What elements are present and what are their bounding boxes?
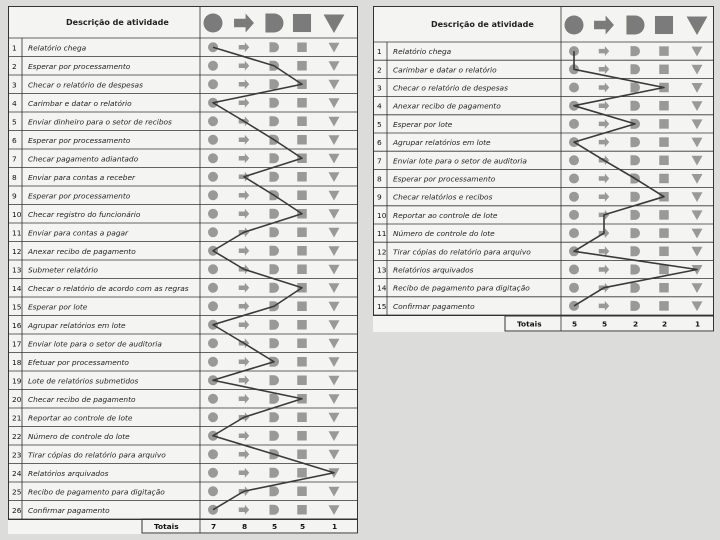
row-number: 9 [12,191,17,201]
row-transport-arrow-icon [239,42,250,52]
row-number: 7 [377,156,382,166]
row-description: Esperar por processamento [28,61,131,71]
row-inspection-square-icon [297,302,307,312]
row-inspection-square-icon [659,46,669,56]
header-transport-arrow-icon [594,16,614,35]
row-description: Confirmar pagamento [28,505,110,515]
row-operation-circle-icon [208,190,218,200]
row-description: Relatório chega [393,47,452,57]
row-storage-triangle-icon [329,505,340,515]
row-inspection-square-icon [659,101,669,111]
row-number: 8 [12,172,17,182]
row-description: Checar relatórios e recibos [393,192,493,202]
row-description: Checar o relatório de despesas [393,83,508,93]
row-storage-triangle-icon [329,376,340,386]
row-delay-d-icon [631,46,641,56]
row-number: 12 [12,246,22,256]
row-delay-d-icon [631,210,641,220]
row-transport-arrow-icon [599,46,610,56]
row-number: 8 [377,174,382,184]
row-number: 4 [12,98,17,108]
row-description: Esperar por processamento [28,135,131,145]
header-storage-triangle-icon [687,16,708,35]
row-delay-d-icon [270,209,280,219]
process-chart-after [373,6,714,332]
total-value: 5 [272,522,278,531]
row-number: 24 [12,468,22,478]
row-inspection-square-icon [297,357,307,367]
row-inspection-square-icon [659,210,669,220]
row-delay-d-icon [270,412,280,422]
row-inspection-square-icon [297,468,307,478]
row-description: Checar o relatório de acordo com as regras [28,283,189,293]
process-chart-before-table [8,6,358,534]
row-number: 6 [12,135,17,145]
row-description: Recibo de pagamento para digitação [393,283,530,293]
row-transport-arrow-icon [239,79,250,89]
row-storage-triangle-icon [692,65,703,75]
process-chart-before [8,6,358,534]
row-inspection-square-icon [297,487,307,497]
row-number: 17 [12,339,22,349]
row-description: Enviar dinheiro para o setor de recibos [28,117,172,127]
total-value: 1 [695,319,701,329]
row-operation-circle-icon [208,116,218,126]
row-description: Enviar lote para o setor de auditoria [28,339,162,349]
row-delay-d-icon [631,192,641,202]
row-inspection-square-icon [297,376,307,386]
row-delay-d-icon [631,246,641,256]
row-storage-triangle-icon [329,265,340,275]
row-description: Anexar recibo de pagamento [28,246,136,256]
row-operation-circle-icon [569,265,579,275]
row-delay-d-icon [270,338,280,348]
row-description: Reportar ao controle de lote [393,210,498,220]
total-value: 5 [300,522,306,531]
row-storage-triangle-icon [329,283,340,293]
row-transport-arrow-icon [239,394,250,404]
row-transport-arrow-icon [599,101,610,111]
row-description: Número de controle do lote [393,229,495,239]
row-description: Agrupar relatórios em lote [393,138,491,148]
row-storage-triangle-icon [692,229,703,239]
row-transport-arrow-icon [239,98,250,108]
row-description: Enviar lote para o setor de auditoria [393,156,527,166]
row-operation-circle-icon [569,192,579,202]
row-operation-circle-icon [208,301,218,311]
row-storage-triangle-icon [329,413,340,423]
row-inspection-square-icon [659,65,669,75]
row-delay-d-icon [270,172,280,182]
row-number: 3 [12,80,17,90]
row-transport-arrow-icon [599,301,610,311]
row-number: 14 [12,283,22,293]
row-transport-arrow-icon [599,64,610,74]
row-delay-d-icon [631,301,641,311]
row-transport-arrow-icon [239,468,250,478]
header-operation-circle-icon [565,16,584,35]
row-description: Agrupar relatórios em lote [28,320,126,330]
row-description: Submeter relatório [28,265,98,275]
row-transport-arrow-icon [599,119,610,129]
row-inspection-square-icon [659,228,669,238]
row-storage-triangle-icon [329,357,340,367]
total-value: 7 [211,522,217,531]
row-number: 13 [377,265,387,275]
row-transport-arrow-icon [239,301,250,311]
row-storage-triangle-icon [692,47,703,57]
row-number: 11 [12,228,22,238]
row-description: Checar registro do funcionário [28,209,141,219]
row-inspection-square-icon [297,228,307,238]
row-delay-d-icon [631,283,641,293]
row-operation-circle-icon [208,394,218,404]
row-delay-d-icon [631,155,641,165]
header-operation-circle-icon [204,14,223,33]
row-delay-d-icon [270,283,280,293]
row-storage-triangle-icon [329,191,340,201]
row-inspection-square-icon [297,431,307,441]
row-description: Esperar por processamento [28,191,131,201]
row-number: 1 [12,43,17,53]
row-operation-circle-icon [569,83,579,93]
row-description: Lote de relatórios submetidos [28,376,139,386]
row-inspection-square-icon [297,43,307,53]
row-delay-d-icon [631,228,641,238]
row-operation-circle-icon [208,153,218,163]
row-inspection-square-icon [297,135,307,145]
row-description: Enviar para contas a pagar [28,228,129,238]
row-storage-triangle-icon [692,174,703,184]
row-number: 18 [12,357,22,367]
row-transport-arrow-icon [239,449,250,459]
row-storage-triangle-icon [692,119,703,129]
row-delay-d-icon [270,264,280,274]
totals-label: Totais [517,319,542,329]
row-inspection-square-icon [297,339,307,349]
row-storage-triangle-icon [329,431,340,441]
row-operation-circle-icon [208,283,218,293]
header-delay-d-icon [626,16,644,35]
row-description: Enviar para contas a receber [28,172,136,182]
row-number: 22 [12,431,22,441]
row-storage-triangle-icon [692,283,703,293]
row-operation-circle-icon [208,79,218,89]
total-value: 8 [242,522,248,531]
row-storage-triangle-icon [692,138,703,148]
row-storage-triangle-icon [692,156,703,166]
header-inspection-square-icon [655,16,673,34]
total-value: 5 [602,319,608,329]
row-description: Carimbar e datar o relatório [28,98,132,108]
row-description: Anexar recibo de pagamento [393,101,501,111]
row-operation-circle-icon [208,227,218,237]
row-operation-circle-icon [569,210,579,220]
row-storage-triangle-icon [329,302,340,312]
row-number: 1 [377,47,382,57]
row-transport-arrow-icon [599,83,610,93]
row-transport-arrow-icon [239,190,250,200]
row-storage-triangle-icon [329,394,340,404]
row-description: Checar recibo de pagamento [28,394,136,404]
total-value: 2 [662,319,668,329]
row-operation-circle-icon [569,174,579,184]
row-transport-arrow-icon [239,246,250,256]
row-inspection-square-icon [659,137,669,147]
row-storage-triangle-icon [329,209,340,219]
row-operation-circle-icon [569,283,579,293]
row-delay-d-icon [270,431,280,441]
row-inspection-square-icon [297,320,307,330]
row-number: 21 [12,413,22,423]
row-operation-circle-icon [208,468,218,478]
row-delay-d-icon [270,153,280,163]
row-storage-triangle-icon [692,301,703,311]
row-delay-d-icon [270,468,280,478]
row-delay-d-icon [270,375,280,385]
row-storage-triangle-icon [692,192,703,202]
row-delay-d-icon [631,64,641,74]
row-storage-triangle-icon [329,80,340,90]
row-inspection-square-icon [297,413,307,423]
row-number: 2 [12,61,17,71]
row-delay-d-icon [631,101,641,111]
row-description: Carimbar e datar o relatório [393,65,497,75]
row-transport-arrow-icon [239,209,250,219]
row-storage-triangle-icon [329,487,340,497]
row-description: Relatórios arquivados [28,468,109,478]
row-number: 5 [377,119,382,129]
row-inspection-square-icon [297,117,307,127]
row-transport-arrow-icon [239,375,250,385]
row-inspection-square-icon [659,174,669,184]
row-transport-arrow-icon [239,61,250,71]
row-number: 19 [12,376,22,386]
row-description: Esperar por processamento [393,174,496,184]
row-description: Tirar cópias do relatório para arquivo [393,247,531,257]
row-description: Tirar cópias do relatório para arquivo [28,450,166,460]
row-transport-arrow-icon [599,192,610,202]
row-inspection-square-icon [297,450,307,460]
row-storage-triangle-icon [329,172,340,182]
row-number: 10 [377,210,387,220]
row-inspection-square-icon [659,247,669,256]
row-storage-triangle-icon [329,320,340,330]
row-delay-d-icon [270,505,280,515]
row-operation-circle-icon [208,135,218,145]
row-description: Relatório chega [28,43,87,53]
row-delay-d-icon [631,137,641,147]
row-inspection-square-icon [659,265,669,275]
row-delay-d-icon [270,486,280,496]
row-description: Recibo de pagamento para digitação [28,487,165,497]
row-storage-triangle-icon [329,246,340,256]
row-description: Confirmar pagamento [393,301,475,311]
row-storage-triangle-icon [329,154,340,164]
row-number: 16 [12,320,22,330]
row-delay-d-icon [270,116,280,126]
header-description-label: Descrição de atividade [431,20,534,29]
row-storage-triangle-icon [329,135,340,145]
row-inspection-square-icon [659,283,669,293]
row-delay-d-icon [631,265,641,275]
row-storage-triangle-icon [329,61,340,71]
row-description: Número de controle do lote [28,431,130,441]
row-delay-d-icon [270,394,280,404]
row-storage-triangle-icon [692,83,703,93]
total-value: 5 [572,319,578,329]
row-storage-triangle-icon [329,117,340,127]
totals-label: Totais [154,522,179,531]
row-delay-d-icon [270,246,280,256]
row-transport-arrow-icon [239,135,250,145]
row-storage-triangle-icon [329,339,340,349]
row-inspection-square-icon [659,119,669,128]
row-number: 15 [12,302,22,312]
row-transport-arrow-icon [599,137,610,147]
row-description: Checar pagamento adiantado [28,154,139,164]
row-number: 13 [12,265,22,275]
row-operation-circle-icon [208,449,218,459]
row-transport-arrow-icon [239,283,250,293]
header-inspection-square-icon [293,14,311,32]
row-delay-d-icon [270,42,280,52]
row-number: 6 [377,138,382,148]
row-delay-d-icon [270,79,279,89]
row-delay-d-icon [270,98,280,108]
row-delay-d-icon [270,320,280,330]
row-inspection-square-icon [297,61,307,71]
row-description: Efetuar por processamento [28,357,129,367]
row-inspection-square-icon [297,98,307,108]
row-number: 2 [377,65,382,75]
row-description: Esperar por lote [28,302,88,312]
row-inspection-square-icon [297,191,307,201]
row-description: Reportar ao controle de lote [28,413,133,423]
row-storage-triangle-icon [329,43,340,53]
row-operation-circle-icon [208,412,218,422]
row-number: 23 [12,450,22,460]
row-number: 7 [12,154,17,164]
row-operation-circle-icon [569,155,579,165]
header-delay-d-icon [265,14,283,33]
row-operation-circle-icon [569,119,579,129]
row-operation-circle-icon [208,486,218,496]
row-storage-triangle-icon [692,247,703,257]
row-transport-arrow-icon [239,357,250,367]
header-storage-triangle-icon [324,14,345,33]
row-description: Esperar por lote [393,119,453,129]
row-inspection-square-icon [297,246,307,256]
total-value: 1 [332,522,338,531]
row-description: Checar o relatório de despesas [28,80,143,90]
row-number: 11 [377,229,387,239]
row-inspection-square-icon [659,301,669,311]
row-inspection-square-icon [297,172,307,182]
row-inspection-square-icon [297,505,307,515]
row-transport-arrow-icon [599,265,610,275]
row-operation-circle-icon [208,209,218,219]
row-number: 25 [12,487,22,497]
row-transport-arrow-icon [239,431,250,441]
row-operation-circle-icon [569,228,579,238]
row-storage-triangle-icon [329,98,340,108]
row-delay-d-icon [631,83,641,93]
row-delay-d-icon [270,227,280,237]
row-storage-triangle-icon [692,210,703,220]
row-operation-circle-icon [208,338,218,348]
row-number: 4 [377,101,382,111]
row-transport-arrow-icon [239,153,250,163]
row-operation-circle-icon [208,61,218,71]
process-chart-after-table [373,6,714,332]
row-transport-arrow-icon [239,320,250,330]
row-number: 9 [377,192,382,202]
row-inspection-square-icon [297,265,307,275]
row-number: 12 [377,247,387,257]
row-number: 26 [12,505,22,515]
row-description: Relatórios arquivados [393,265,474,275]
row-operation-circle-icon [208,172,218,182]
row-number: 10 [12,209,22,219]
row-number: 3 [377,83,382,93]
row-transport-arrow-icon [599,174,610,184]
row-inspection-square-icon [659,156,669,166]
total-value: 2 [633,319,639,329]
row-number: 5 [12,117,17,127]
row-storage-triangle-icon [329,228,340,238]
row-operation-circle-icon [208,357,218,367]
row-transport-arrow-icon [239,505,250,515]
row-operation-circle-icon [208,264,218,274]
row-number: 20 [12,394,22,404]
row-storage-triangle-icon [329,450,340,460]
header-description-label: Descrição de atividade [66,18,169,27]
header-transport-arrow-icon [234,14,254,33]
row-storage-triangle-icon [692,101,703,111]
row-number: 14 [377,283,387,293]
row-number: 15 [377,301,387,311]
